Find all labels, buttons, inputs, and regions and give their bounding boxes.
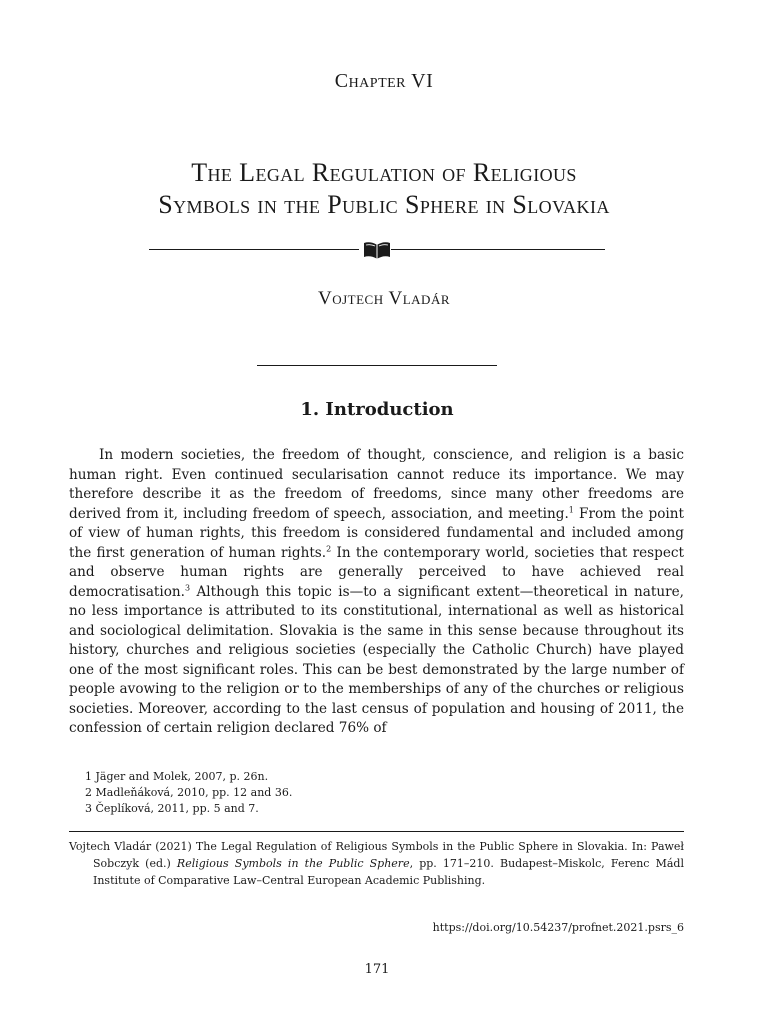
chapter-label: Chapter VI — [334, 70, 434, 92]
footnote-3: 3 Čeplíková, 2011, pp. 5 and 7. — [85, 802, 259, 815]
footnote-ref-2[interactable]: 2 — [326, 543, 332, 553]
footnote-1: 1 Jäger and Molek, 2007, p. 26n. — [85, 770, 269, 783]
body-text — [69, 446, 684, 739]
footnote-ref-3[interactable]: 3 — [185, 582, 191, 592]
ornament-line-left — [149, 249, 359, 250]
author-divider — [257, 365, 497, 366]
paragraph-text-1: In modern societies, the freedom of thought, conscience, and religion is a basic human right. Even continued secularisation cannot reduce its importance. We may therefore describe it as the freedom of freedoms, since many other freedoms are derived from it, including freedom of speech, association, and meeting. — [69, 447, 684, 522]
paragraph-text-2: From the point of view of human rights, this freedom is considered fundamental and included among the first generation of human rights. — [69, 505, 684, 561]
footnote-2: 2 Madleňáková, 2010, pp. 12 and 36. — [85, 786, 293, 799]
citation-book-title: Religious Symbols in the Public Sphere — [176, 857, 410, 870]
footnote-ref-1[interactable]: 1 — [568, 504, 574, 514]
author-name: Vojtech Vladár — [317, 288, 450, 309]
citation-text-pre: Vojtech Vladár (2021) The Legal Regulation of Religious Symbols in the Public Sphere in Slovakia. In: Paweł Sobczyk (ed.) — [69, 840, 684, 870]
title-ornament — [149, 240, 605, 260]
citation — [69, 838, 684, 889]
doi-link[interactable]: https://doi.org/10.54237/profnet.2021.psrs_6 — [432, 921, 684, 934]
chapter-title — [40, 157, 728, 221]
intro-paragraph — [69, 446, 684, 739]
paragraph-text-3: In the contemporary world, societies that respect and observe human rights are generally perceived to have achieved real democratisation. — [69, 544, 684, 600]
title-line-1: The Legal Regulation of Religious — [191, 158, 577, 187]
ornament-line-right — [391, 249, 605, 250]
title-line-2: Symbols in the Public Sphere in Slovakia — [158, 190, 610, 219]
section-heading: 1. Introduction — [300, 399, 454, 420]
open-book-icon — [363, 240, 391, 260]
citation-divider — [69, 831, 684, 832]
footnotes — [85, 769, 685, 817]
citation-text-post: , pp. 171–210. Budapest–Miskolc, Ferenc Mádl Institute of Comparative Law–Central European Academic Publishing. — [93, 857, 684, 887]
page-number: 171 — [364, 962, 390, 977]
paragraph-text-4: Although this topic is—to a significant extent—theoretical in nature, no less importance is attributed to its constitutional, international as well as historical and sociological delimitation. Slovakia is the same in this sense because throughout its history, churches and religious societies (especially the Catholic Church) have played one of the most significant roles. This can be best demonstrated by the large number of people avowing to the religion or to the memberships of any of the churches or religious societies. Moreover, according to the last census of population and housing of 2011, the confession of certain religion declared 76% of — [69, 583, 684, 736]
